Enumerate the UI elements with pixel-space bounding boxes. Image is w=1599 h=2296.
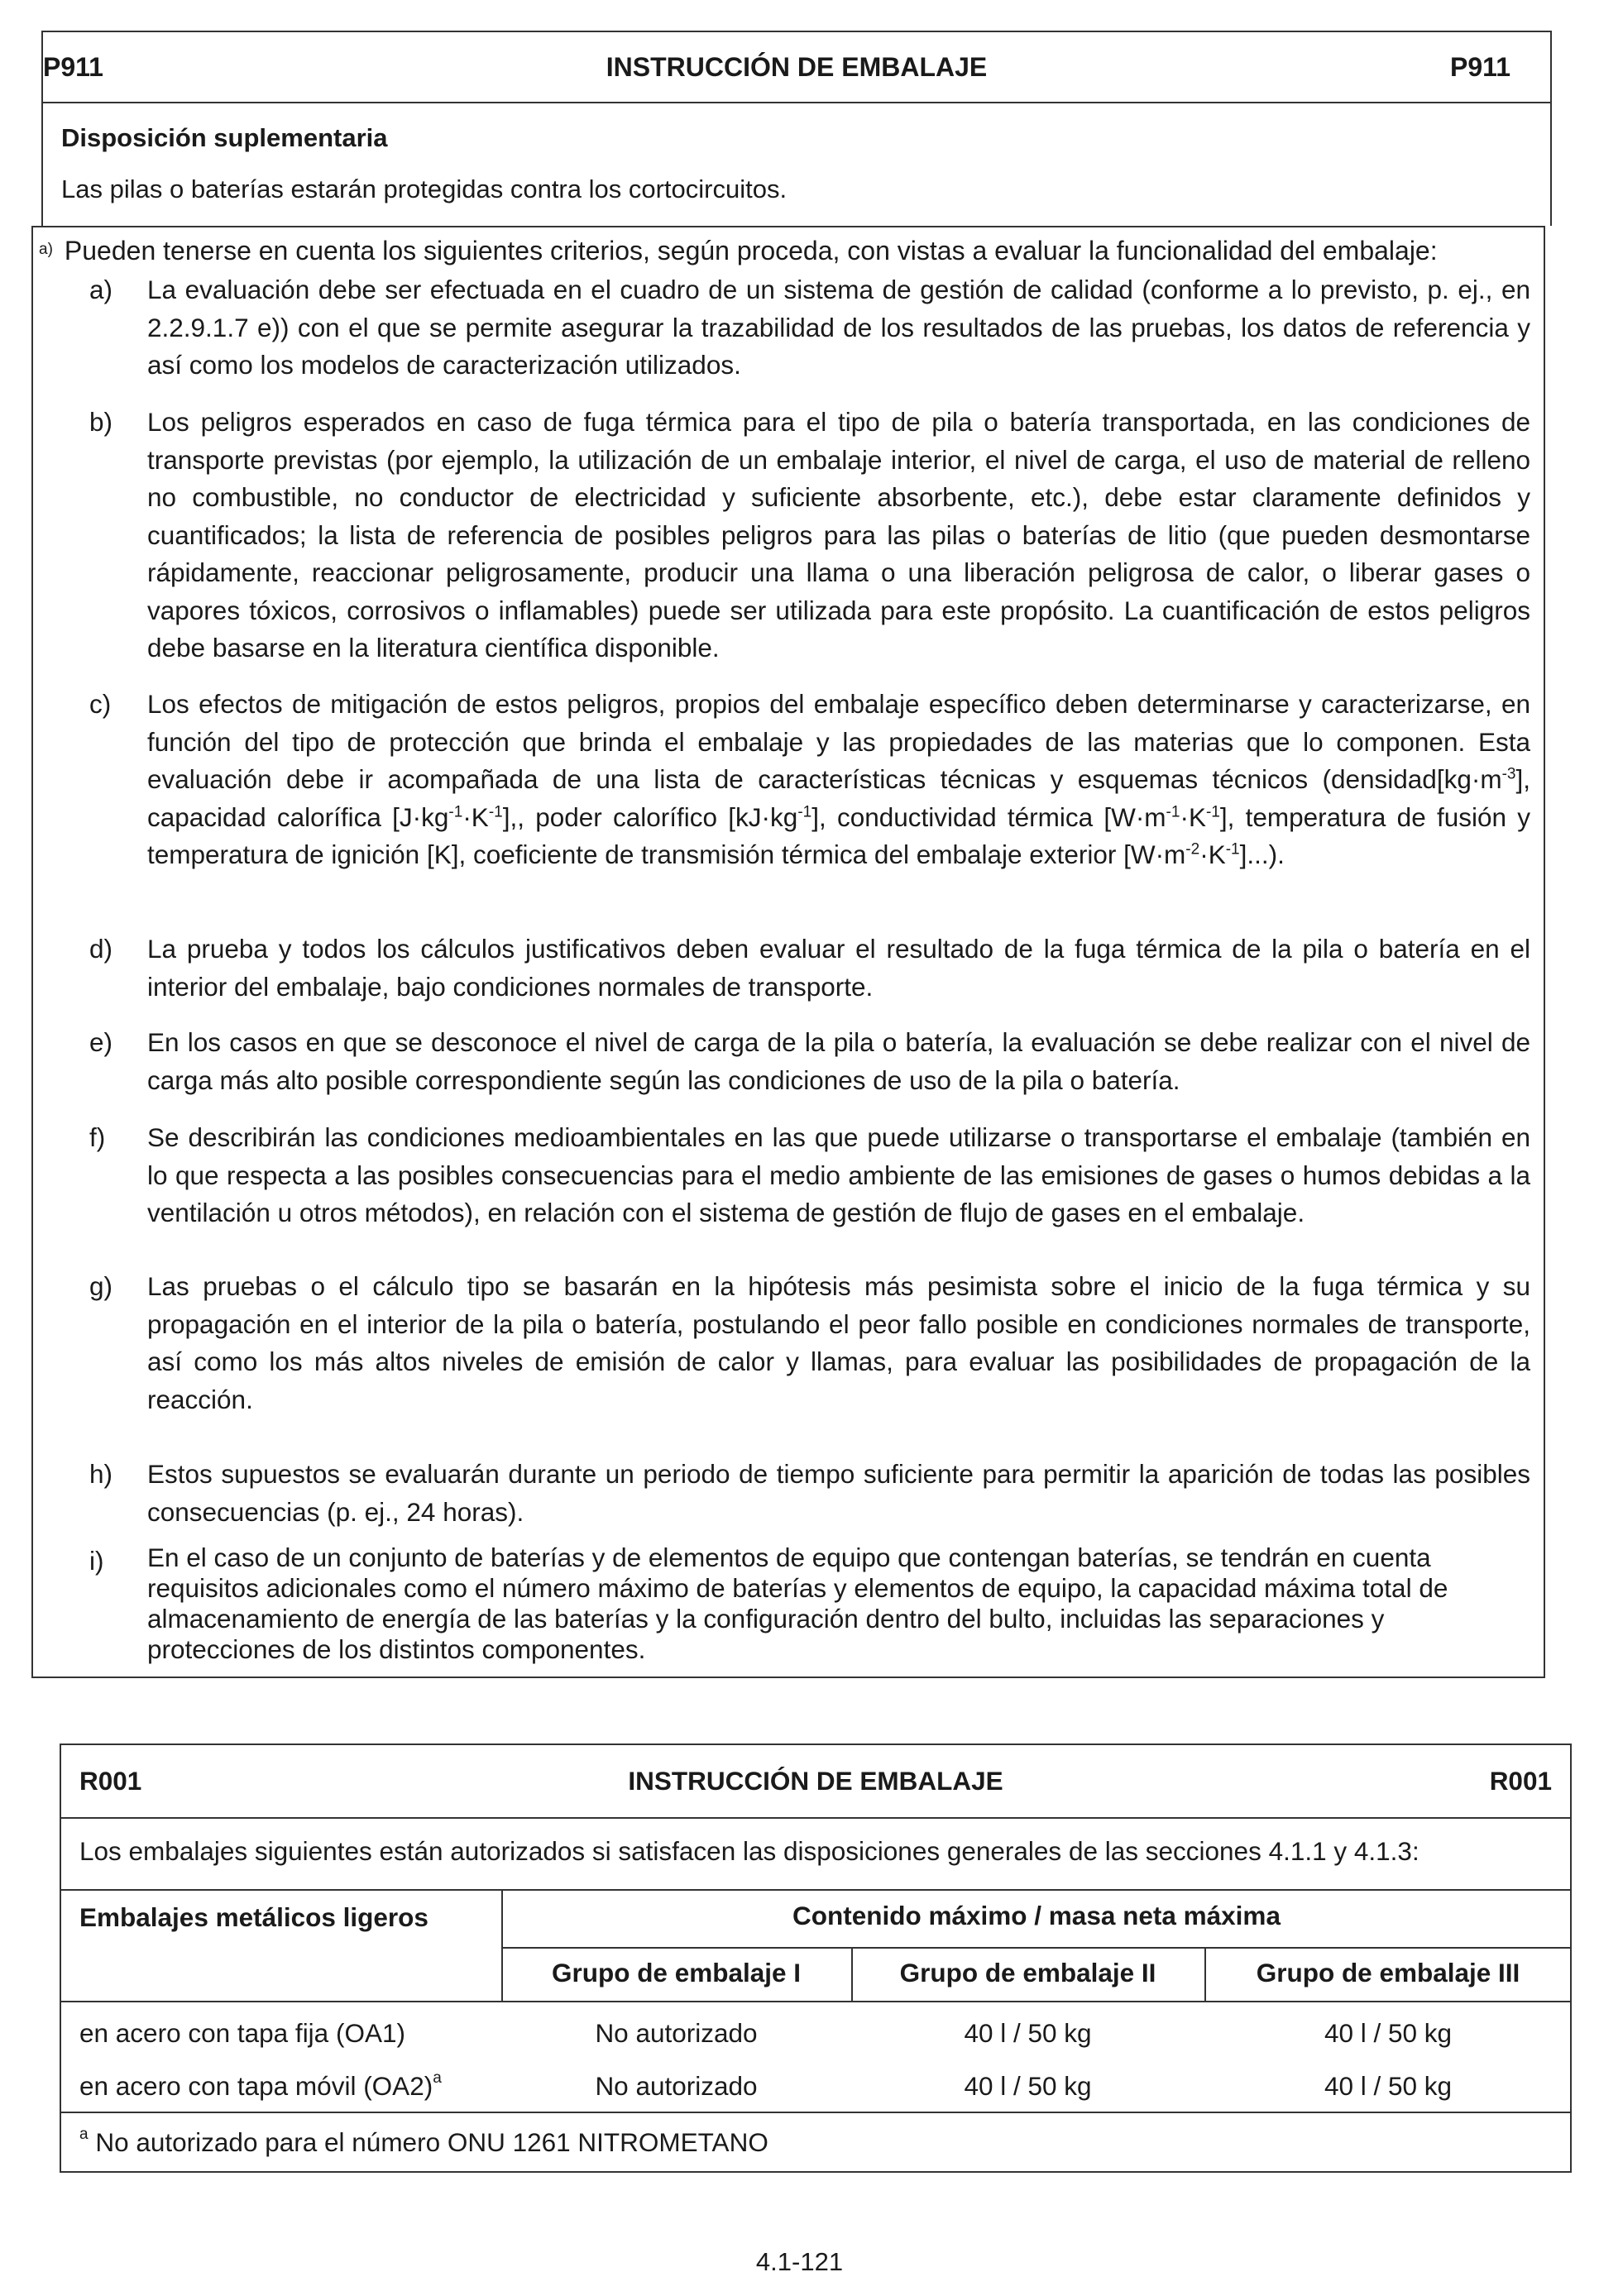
rule — [61, 2001, 1570, 2002]
supplementary-text: Las pilas o baterías estarán protegidas contra los cortocircuitos. — [61, 175, 788, 203]
item-letter: c) — [89, 689, 112, 719]
table-cell: 40 l / 50 kg — [964, 2071, 1092, 2101]
col-header-group-3: Grupo de embalaje III — [1256, 1958, 1520, 1987]
table-cell: 40 l / 50 kg — [1324, 2071, 1453, 2101]
item-text: Estos supuestos se evaluarán durante un periodo de tiempo suficiente para permitir la aparición de todas las posibles consecuencias (p. ej., 24 horas). — [147, 1459, 1530, 1527]
table-cell: 40 l / 50 kg — [1324, 2018, 1453, 2048]
item-letter: f) — [89, 1122, 106, 1152]
table-row-name: en acero con tapa móvil $(OA2)^a$ — [79, 2069, 442, 2101]
r001-code-left: R001 — [79, 1766, 142, 1796]
note-intro-text: Pueden tenerse en cuenta los siguientes criterios, según proceda, con vistas a evaluar la funcionalidad del embalaje: — [64, 236, 1438, 265]
col-header-packaging: Embalajes metálicos ligeros — [79, 1902, 428, 1932]
rule — [61, 1889, 1570, 1891]
item-text: En los casos en que se desconoce el nivel de carga de la pila o batería, la evaluación se debe realizar con el nivel de carga más alto posible correspondiente según las condiciones de uso de la pila o batería. — [147, 1027, 1530, 1095]
item-text: Las pruebas o el cálculo tipo se basarán en la hipótesis más pesimista sobre el inicio de la fuga térmica y su propagación en el interior de la pila o batería, postulando el peor fallo posible en condiciones normales de transporte, así como los más altos niveles de emisión de calor y llamas, para evaluar las posibilidades de propagación de la reacción. — [147, 1271, 1530, 1414]
item-letter: g) — [89, 1271, 113, 1301]
r001-title: INSTRUCCIÓN DE EMBALAJE — [628, 1766, 1003, 1796]
table-cell: No autorizado — [595, 2071, 758, 2101]
item-letter: h) — [89, 1459, 113, 1489]
item-letter: d) — [89, 934, 113, 964]
item-letter: e) — [89, 1027, 113, 1057]
table-row-name: en acero con tapa fija (OA1) — [79, 2018, 405, 2048]
footnote-marker: a — [79, 2126, 89, 2143]
supplementary-title: Disposición suplementaria — [61, 123, 388, 152]
rule — [501, 1947, 1572, 1949]
table-cell: No autorizado — [595, 2018, 758, 2048]
note-box — [31, 226, 1545, 1678]
note-intro — [39, 232, 1540, 270]
rule — [61, 1817, 1570, 1819]
p911-box — [41, 31, 1552, 226]
r001-code-right: R001 — [1489, 1766, 1552, 1796]
p911-code-right: P911 — [1450, 52, 1510, 82]
footnote-marker: a — [433, 2069, 442, 2087]
item-letter: i) — [89, 1546, 104, 1576]
p911-code-left: P911 — [43, 52, 103, 82]
item-text: Se describirán las condiciones medioambientales en las que puede utilizarse o transportarse el embalaje (también en lo que respecta a las posibles consecuencias para el medio ambiente de las emisiones de gases o humos debidas a la ventilación u otros métodos), en relación con el sistema de gestión de flujo de gases en el embalaje. — [147, 1122, 1530, 1227]
item-letter: b) — [89, 407, 113, 437]
item-letter: a) — [89, 275, 113, 304]
p911-title: INSTRUCCIÓN DE EMBALAJE — [606, 52, 988, 82]
item-text: En el caso de un conjunto de baterías y de elementos de equipo que contengan baterías, se tendrán en cuenta requisitos adicionales como el número máximo de baterías y elementos de equipo, la capacidad máxima total de almacenamiento de energía de las baterías y la configuración dentro del bulto, incluidas las separaciones y protecciones de los distintos componentes. — [147, 1543, 1448, 1664]
p911-header — [43, 32, 1550, 103]
item-text: Los efectos de mitigación de estos peligros, propios del embalaje específico deben determinarse y caracterizarse, en función del tipo de protección que brinda el embalaje y las propiedades de las materias que lo componen. Esta evaluación debe ir acompañada de una lista de características técnicas y esquemas técnicos ($densidad[kg\cdot m^{-3}]$, capacidad calorífica $[J\cdot kg^{-1}\cdot K^{-1}]$,, poder calorífico $[kJ\cdot kg^{-1}]$, conductividad térmica $[W\cdot m^{-1}\cdot K^{-1}]$, temperatura de fusión y temperatura de ignición [K], coeficiente de transmisión térmica del embalaje exterior $[W\cdot m^{-2}\cdot K^{-1}]$...). — [147, 689, 1530, 869]
note-marker: a) — [39, 241, 53, 258]
col-header-group-2: Grupo de embalaje II — [899, 1958, 1156, 1987]
col-header-group-1: Grupo de embalaje I — [551, 1958, 802, 1987]
table-footnote: $^a$ No autorizado para el número ONU 1261 NITROMETANO — [79, 2126, 768, 2157]
item-text: Los peligros esperados en caso de fuga térmica para el tipo de pila o batería transportada, en las condiciones de transporte previstas (por ejemplo, la utilización de un embalaje interior, el nivel de carga, el uso de material de relleno no combustible, no conductor de electricidad y suficiente absorbente, etc.), debe estar claramente definidos y cuantificados; la lista de referencia de posibles peligros para las pilas o baterías de litio (que pueden desmontarse rápidamente, reaccionar peligrosamente, producir una llama o una liberación peligrosa de calor, o liberar gases o vapores tóxicos, corrosivos o inflamables) puede ser utilizada para este propósito. La cuantificación de estos peligros debe basarse en la literatura científica disponible. — [147, 407, 1530, 662]
r001-table — [60, 1744, 1572, 2173]
page-number: 4.1-121 — [755, 2247, 844, 2276]
item-text: La prueba y todos los cálculos justificativos deben evaluar el resultado de la fuga térmica de la pila o batería en el interior del embalaje, bajo condiciones normales de transporte. — [147, 934, 1530, 1002]
rule — [61, 2112, 1570, 2113]
col-header-content: Contenido máximo / masa neta máxima — [792, 1901, 1281, 1930]
r001-intro: Los embalajes siguientes están autorizados si satisfacen las disposiciones generales de las secciones 4.1.1 y 4.1.3: — [79, 1836, 1419, 1866]
item-text: La evaluación debe ser efectuada en el cuadro de un sistema de gestión de calidad (conforme a lo previsto, p. ej., en 2.2.9.1.7 e)) con el que se permite asegurar la trazabilidad de los resultados de las pruebas, los datos de referencia y así como los modelos de caracterización utilizados. — [147, 275, 1530, 380]
table-cell: 40 l / 50 kg — [964, 2018, 1092, 2048]
